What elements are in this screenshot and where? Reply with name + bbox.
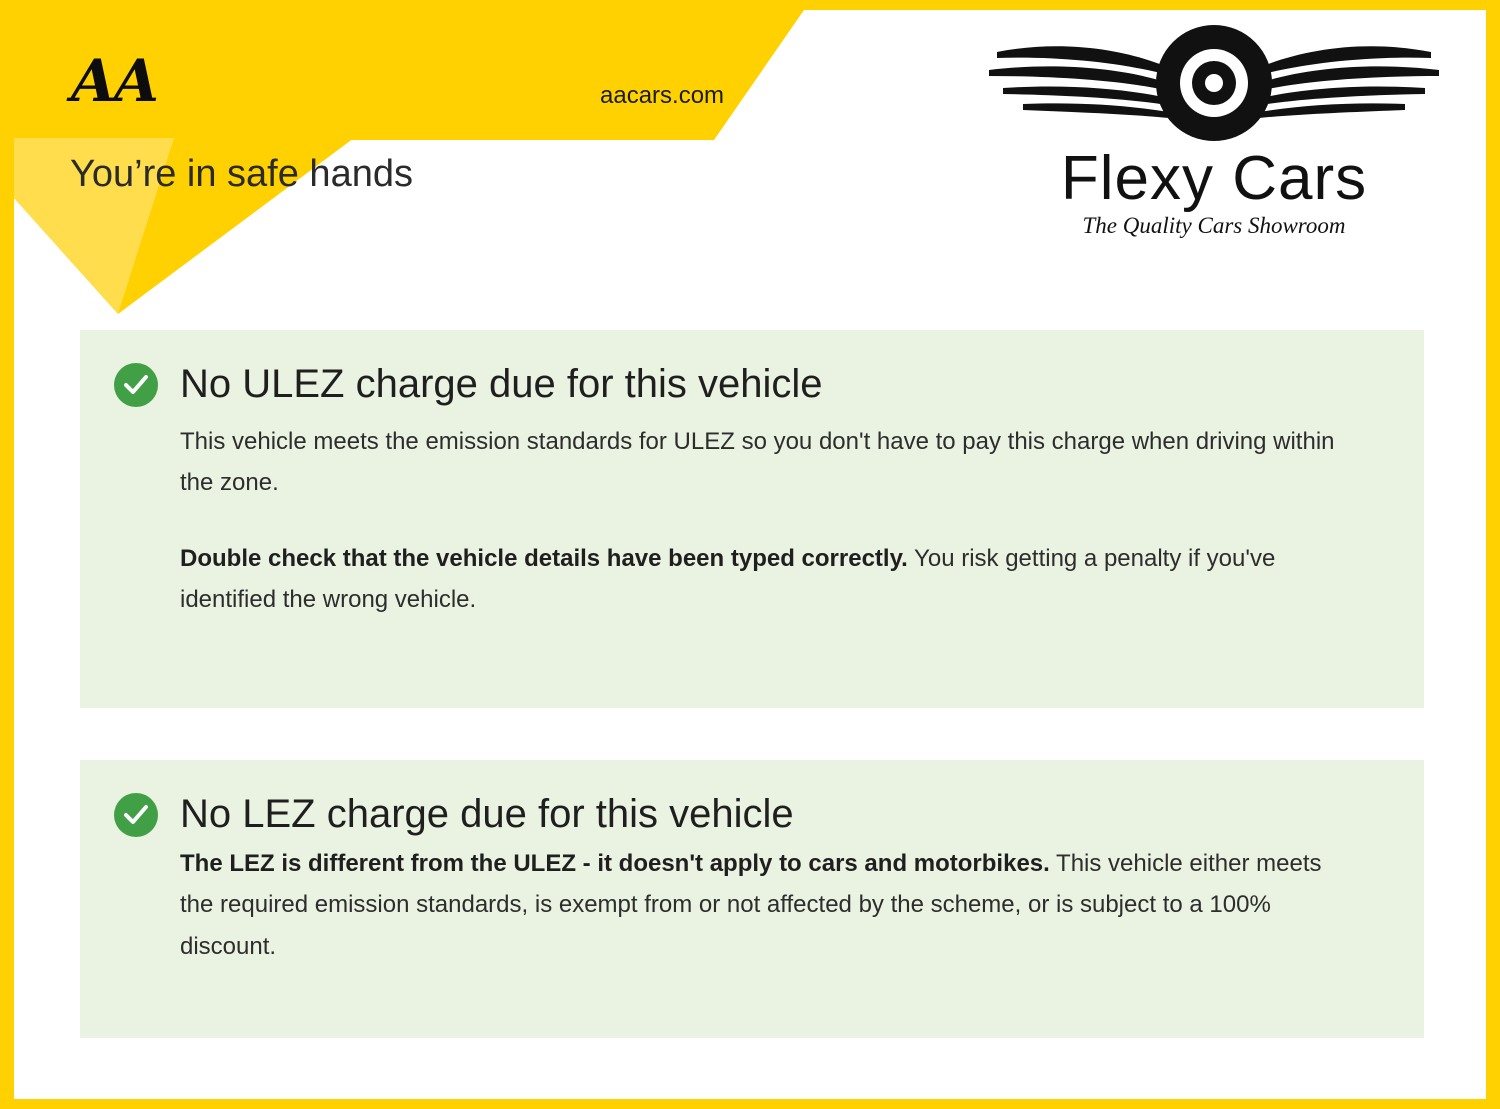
ulez-paragraph-2-bold: Double check that the vehicle details have been typed correctly. <box>180 544 908 572</box>
ulez-panel-header <box>114 362 1364 407</box>
ulez-panel-body <box>180 421 1360 620</box>
aa-logo: AA <box>71 47 158 115</box>
aa-website-label: aacars.com <box>600 82 725 109</box>
document-page <box>14 10 1486 1099</box>
lez-paragraph-1-text: This vehicle either meets the required emission standards, is exempt from or not affected by the scheme, or is subject to a 100% discount. <box>180 850 1322 960</box>
dealer-tagline: The Quality Cars Showroom <box>1082 213 1346 239</box>
lez-paragraph-1-bold: The LEZ is different from the ULEZ - it doesn't apply to cars and motorbikes. <box>180 850 1050 877</box>
lez-panel-title: No LEZ charge due for this vehicle <box>180 792 794 836</box>
check-mark-icon <box>124 804 148 826</box>
ulez-status-panel <box>80 330 1424 708</box>
check-circle-icon <box>114 793 158 837</box>
ulez-panel-title: No ULEZ charge due for this vehicle <box>180 362 823 406</box>
check-mark-icon <box>124 374 148 396</box>
ulez-paragraph-1 <box>180 421 1360 504</box>
lez-panel-body <box>180 843 1360 967</box>
lez-panel-header <box>114 792 1364 837</box>
ulez-paragraph-1-text: This vehicle meets the emission standards for ULEZ so you don't have to pay this charge when driving within the zone. <box>180 428 1335 497</box>
lez-status-panel <box>80 760 1424 1038</box>
winged-wheel-icon <box>989 22 1439 144</box>
ulez-paragraph-2 <box>180 538 1360 621</box>
check-circle-icon <box>114 363 158 407</box>
dealer-name: Flexy Cars <box>1060 144 1368 213</box>
dealer-logo <box>984 22 1444 267</box>
aa-tagline: You’re in safe hands <box>70 153 413 195</box>
ulez-paragraph-2-text: You risk getting a penalty if you've identified the wrong vehicle. <box>180 544 1276 613</box>
document-header <box>14 10 1486 320</box>
lez-paragraph-1 <box>180 843 1360 967</box>
